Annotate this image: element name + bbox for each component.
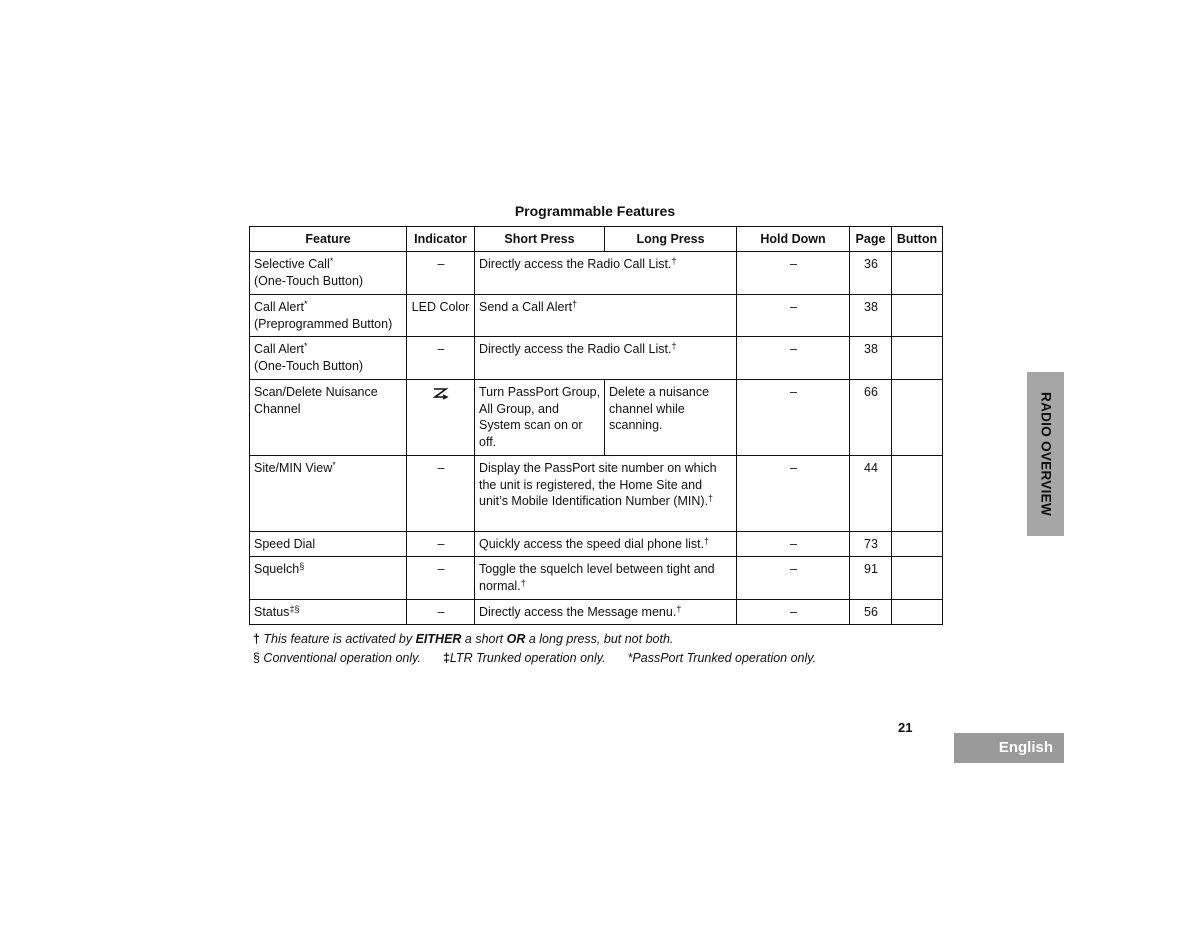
page-cell: 91 [850,557,892,600]
page-cell: 66 [850,380,892,456]
footnote-dagger: † This feature is activated by EITHER a short OR a long press, but not both. [253,632,674,646]
header-feature: Feature [250,227,407,252]
table-row [250,295,943,337]
hold-down-cell: – [737,456,850,532]
indicator-cell: – [407,252,475,295]
button-cell [892,456,943,532]
hold-down-cell: – [737,380,850,456]
short-press-cell: Directly access the Radio Call List.† [475,337,737,380]
indicator-cell: – [407,557,475,600]
table-row [250,557,943,600]
hold-down-cell: – [737,600,850,625]
button-cell [892,252,943,295]
header-page: Page [850,227,892,252]
button-cell [892,600,943,625]
short-press-cell: Turn PassPort Group, All Group, and System scan on or off. [475,380,605,456]
table-row [250,380,943,456]
page-cell: 56 [850,600,892,625]
table-row [250,252,943,295]
indicator-cell: – [407,456,475,532]
indicator-cell: – [407,600,475,625]
header-button: Button [892,227,943,252]
header-row [250,227,943,252]
indicator-cell: LED Color [407,295,475,337]
footnotes [253,630,816,668]
hold-down-cell: – [737,252,850,295]
footnote-legend: § Conventional operation only. ‡LTR Trunked operation only. *PassPort Trunked operation only. [253,651,817,665]
hold-down-cell: – [737,295,850,337]
table-row [250,600,943,625]
header-indicator: Indicator [407,227,475,252]
indicator-cell: – [407,532,475,557]
header-short-press: Short Press [475,227,605,252]
page-cell: 38 [850,337,892,380]
feature-cell: Scan/Delete Nuisance Channel [250,380,407,456]
feature-cell: Site/MIN View* [250,456,407,532]
feature-cell: Call Alert* (Preprogrammed Button) [250,295,407,337]
long-press-cell: Delete a nuisance channel while scanning. [605,380,737,456]
header-hold-down: Hold Down [737,227,850,252]
short-press-cell: Directly access the Message menu.† [475,600,737,625]
button-cell [892,337,943,380]
table-row [250,532,943,557]
feature-cell: Call Alert* (One-Touch Button) [250,337,407,380]
table-row [250,337,943,380]
button-cell [892,295,943,337]
hold-down-cell: – [737,337,850,380]
section-side-tab-label: RADIO OVERVIEW [1038,392,1053,516]
short-press-cell: Send a Call Alert† [475,295,737,337]
short-press-cell: Quickly access the speed dial phone list.† [475,532,737,557]
feature-cell: Status‡§ [250,600,407,625]
language-tab: English [954,733,1064,763]
indicator-cell [407,380,475,456]
page-cell: 38 [850,295,892,337]
scan-icon [431,386,451,400]
section-side-tab [1027,372,1064,536]
feature-cell: Speed Dial [250,532,407,557]
page-cell: 36 [850,252,892,295]
button-cell [892,380,943,456]
programmable-features-table [249,226,943,625]
feature-cell: Squelch§ [250,557,407,600]
table-row [250,456,943,532]
short-press-cell: Display the PassPort site number on which the unit is registered, the Home Site and unit’s Mobile Identification Number (MIN).† [475,456,737,532]
short-press-cell: Toggle the squelch level between tight and normal.† [475,557,737,600]
short-press-cell: Directly access the Radio Call List.† [475,252,737,295]
button-cell [892,557,943,600]
feature-cell: Selective Call* (One-Touch Button) [250,252,407,295]
table-title: Programmable Features [514,203,676,219]
page-cell: 44 [850,456,892,532]
button-cell [892,532,943,557]
page-number: 21 [898,720,913,735]
indicator-cell: – [407,337,475,380]
page-cell: 73 [850,532,892,557]
header-long-press: Long Press [605,227,737,252]
hold-down-cell: – [737,557,850,600]
hold-down-cell: – [737,532,850,557]
